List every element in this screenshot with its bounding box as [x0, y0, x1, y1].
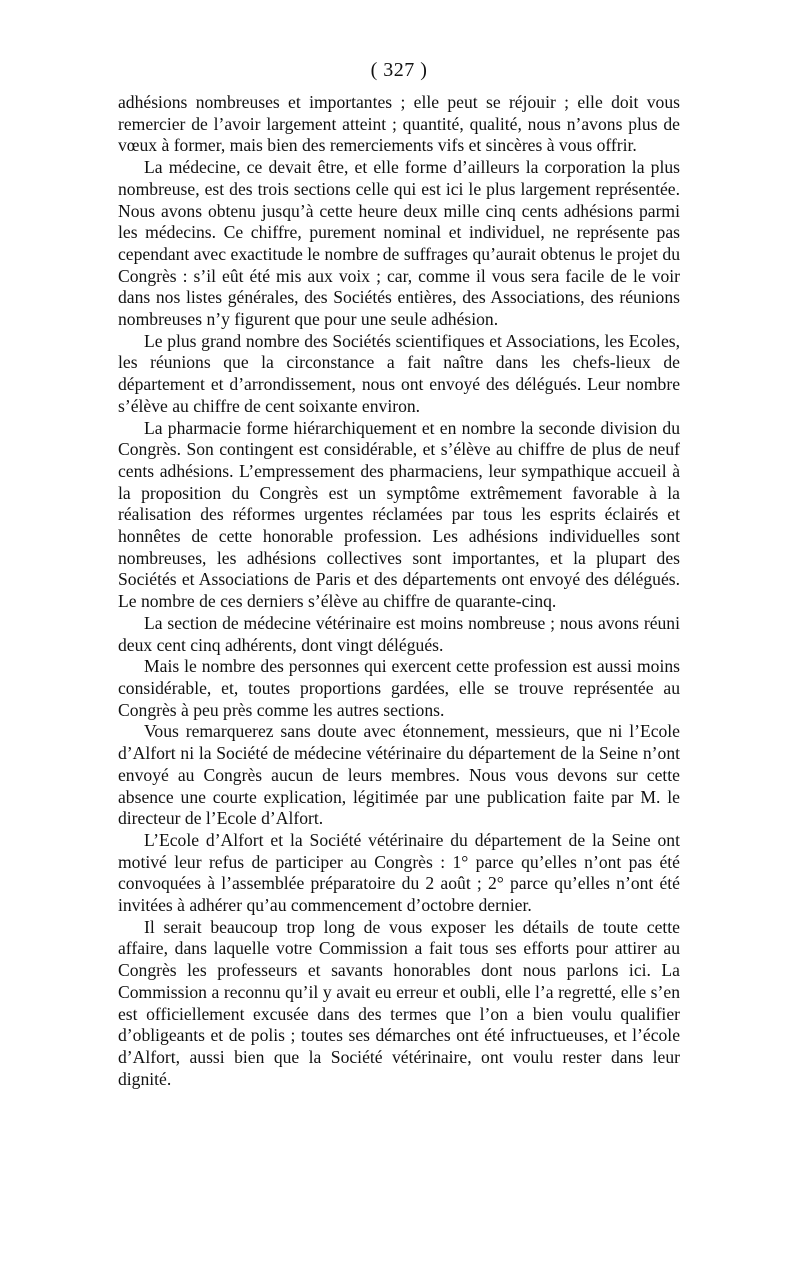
- paragraph: Il serait beaucoup trop long de vous exposer les détails de toute cette affaire, dans laquelle votre Commission a fait tous ses efforts pour attirer au Congrès les professeurs et savants honorables dont nous parlons ici. La Commission a reconnu qu’il y avait eu erreur et oubli, elle l’a regretté, elle s’en est officiellement excusée dans des termes que l’on a bien voulu qualifier d’obligeants et de polis ; toutes ses démarches ont été infructueuses, et l’école d’Alfort, aussi bien que la Société vétérinaire, ont voulu rester dans leur dignité.: [118, 916, 680, 1089]
- paragraph: Le plus grand nombre des Sociétés scientifiques et Associations, les Ecoles, les réunions que la circonstance a fait naître dans les chefs-lieux de département et d’arrondissement, nous ont envoyé des délégués. Leur nombre s’élève au chiffre de cent soixante environ.: [118, 330, 680, 416]
- paragraph: L’Ecole d’Alfort et la Société vétérinaire du département de la Seine ont motivé leur refus de participer au Congrès : 1° parce qu’elles n’ont pas été convoquées à l’assemblée préparatoire du 2 août ; 2° parce qu’elles n’ont été invitées à adhérer qu’au commencement d’octobre dernier.: [118, 829, 680, 916]
- paragraph: Mais le nombre des personnes qui exercent cette profession est aussi moins considérable, et, toutes proportions gardées, elle se trouve représentée au Congrès à peu près comme les autres sections.: [118, 656, 680, 720]
- paragraph: La section de médecine vétérinaire est moins nombreuse ; nous avons réuni deux cent cinq adhérents, dont vingt délégués.: [118, 612, 680, 655]
- document-page: [118, 56, 680, 1090]
- page-number: ( 327 ): [370, 59, 428, 81]
- paragraph: La pharmacie forme hiérarchiquement et en nombre la seconde division du Congrès. Son contingent est considérable, et s’élève au chiffre de plus de neuf cents adhésions. L’empressement des pharmaciens, leur sympathique accueil à la proposition du Congrès est un symptôme extrêmement favorable à la réalisation des réformes urgentes réclamées par tous les esprits éclairés et honnêtes de cette honorable profession. Les adhésions individuelles sont nombreuses, les adhésions collectives sont importantes, et la plupart des Sociétés et Associations de Paris et des départements ont envoyé des délégués. Le nombre de ces derniers s’élève au chiffre de quarante-cinq.: [118, 417, 680, 612]
- paragraph: La médecine, ce devait être, et elle forme d’ailleurs la corporation la plus nombreuse, est des trois sections celle qui est ici le plus largement représentée. Nous avons obtenu jusqu’à cette heure deux mille cinq cents adhésions parmi les médecins. Ce chiffre, purement nominal et individuel, ne représente pas cependant avec exactitude le nombre de suffrages qu’aurait obtenus le projet du Congrès : s’il eût été mis aux voix ; car, comme il vous sera facile de le voir dans nos listes générales, des Sociétés entières, des Associations, des réunions nombreuses n’y figurent que pour une seule adhésion.: [118, 157, 680, 330]
- paragraph: adhésions nombreuses et importantes ; elle peut se réjouir ; elle doit vous remercier de l’avoir largement atteint ; quantité, qualité, nous n’avons plus de vœux à former, mais bien des remerciements vifs et sincères à vous offrir.: [118, 92, 680, 156]
- paragraph: Vous remarquerez sans doute avec étonnement, messieurs, que ni l’Ecole d’Alfort ni la Société de médecine vétérinaire du département de la Seine n’ont envoyé au Congrès aucun de leurs membres. Nous vous devons sur cette absence une courte explication, légitimée par une publication faite par M. le directeur de l’Ecole d’Alfort.: [118, 721, 680, 829]
- body-text: [118, 92, 680, 1090]
